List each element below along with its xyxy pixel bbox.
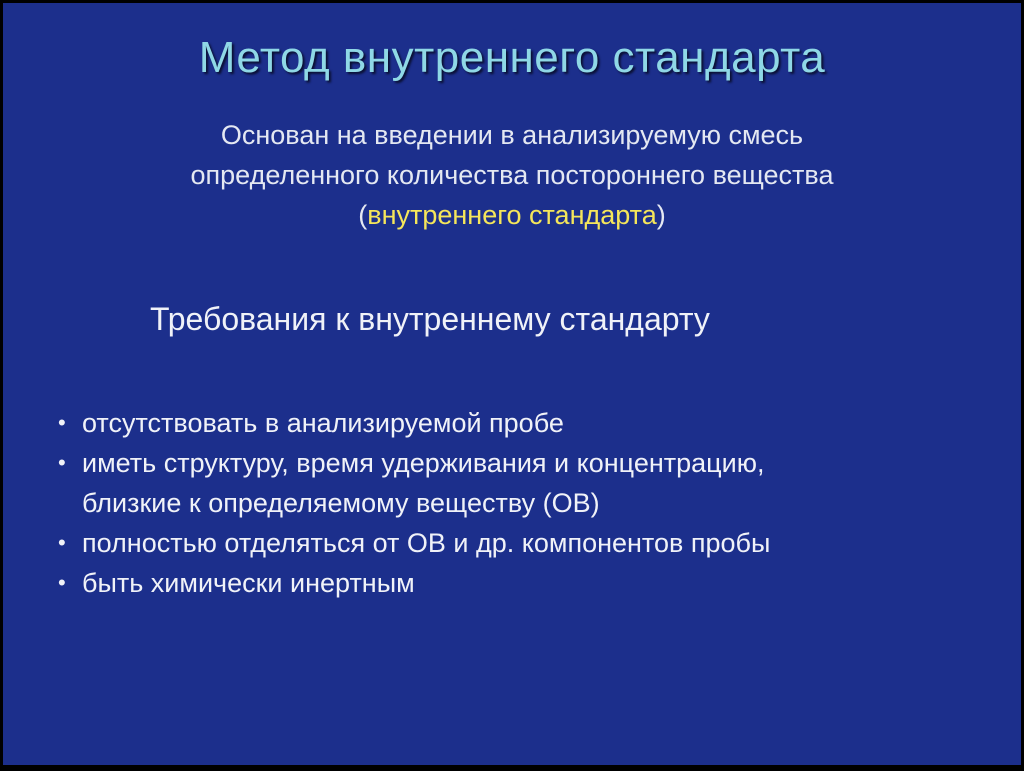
bullet-icon: •	[58, 450, 66, 475]
bullet-icon: •	[58, 570, 66, 595]
list-item-text: отсутствовать в анализируемой пробе	[82, 408, 564, 438]
intro-text	[3, 115, 1021, 235]
slide-title: Метод внутреннего стандарта	[198, 33, 826, 82]
list-item-text: иметь структуру, время удерживания и концентрацию,	[82, 448, 765, 478]
intro-highlight: внутреннего стандарта	[367, 200, 657, 230]
intro-line-3	[3, 195, 1021, 235]
bullet-icon: •	[58, 410, 66, 435]
slide	[3, 3, 1021, 765]
intro-line-2: определенного количества постороннего вещества	[190, 160, 834, 190]
paren-open: (	[358, 200, 368, 230]
intro-line-1: Основан на введении в анализируемую смесь	[220, 120, 804, 150]
list-item-text-continued: близкие к определяемому веществу (ОВ)	[82, 488, 600, 518]
list-item-text: полностью отделяться от ОВ и др. компонентов пробы	[82, 528, 771, 558]
list-item	[58, 523, 1008, 563]
list-item-text: быть химически инертным	[82, 568, 415, 598]
requirements-heading: Требования к внутреннему стандарту	[150, 301, 710, 337]
paren-close: )	[656, 200, 666, 230]
bullet-icon: •	[58, 530, 66, 555]
list-item	[58, 563, 1008, 603]
list-item	[58, 403, 1008, 443]
list-item	[58, 443, 1008, 523]
requirements-list	[58, 403, 1008, 603]
